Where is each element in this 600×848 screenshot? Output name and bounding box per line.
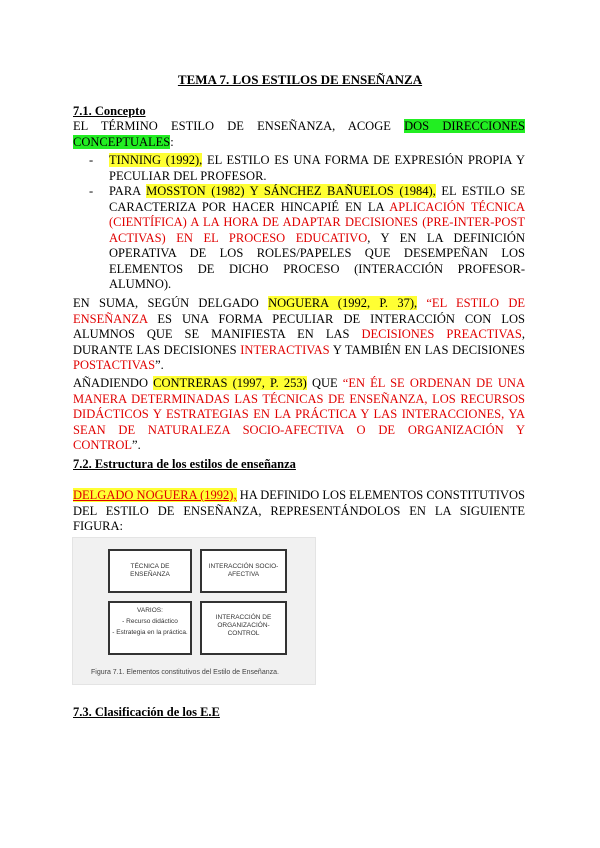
text: Y TAMBIÉN EN LAS DECISIONES [329, 342, 525, 357]
section-heading-estructura: 7.2. Estructura de los estilos de enseñanza [73, 457, 296, 471]
text: HA DEFINIDO LOS ELEMENTOS CONSTITUTIVOS DEL ESTILO DE ENSEÑANZA, REPRESENTÁNDOLOS EN LA SIGUIENTE FIGURA: [73, 488, 525, 533]
box-label: TÉCNICA DE ENSEÑANZA [130, 563, 170, 578]
red-text: APLICACIÓN TÉCNICA (CIENTÍFICA) A LA HORA DE ADAPTAR DECISIONES (PRE-INTER-POST ACTIVAS) EN EL PROCESO EDUCATIVO [109, 199, 525, 245]
text: AÑADIENDO [73, 376, 154, 390]
text: : [170, 134, 174, 149]
section-heading-clasificacion: 7.3. Clasificación de los E.E [73, 705, 220, 719]
red-text: DECISIONES PREACTIVAS [361, 327, 522, 341]
red-text: POSTACTIVAS [73, 358, 156, 372]
text: EL TÉRMINO ESTILO DE ENSEÑANZA, ACOGE [73, 119, 405, 133]
highlight-green: DOS DIRECCIONES CONCEPTUALES [73, 119, 525, 149]
text: EL ESTILO SE CARACTERIZA POR HACER HINCAPIÉ EN LA [109, 184, 525, 214]
box-item: - Recurso didáctico [122, 618, 178, 625]
list-item-mosston [109, 184, 525, 293]
highlight-yellow-red: DELGADO NOGUERA (1992), [73, 488, 237, 502]
box-label: INTERACCIÓN DE ORGANIZACIÓN-CONTROL [215, 614, 272, 637]
figure-box-interaccion-socio [200, 549, 287, 593]
highlight-yellow: CONTRERAS (1997, P. 253) [153, 376, 307, 390]
list-bullet: - [89, 153, 94, 167]
highlight-yellow: TINNING (1992), [109, 153, 203, 167]
text: QUE [306, 376, 343, 390]
text: EN SUMA, SEGÚN DELGADO [73, 296, 269, 310]
paragraph-delgado [73, 488, 525, 535]
list-item-tinning [109, 153, 525, 184]
box-item: - Estrategia en la práctica. [112, 629, 188, 636]
paragraph-intro [73, 119, 525, 150]
text: PARA [109, 184, 147, 198]
section-heading-concepto: 7.1. Concepto [73, 104, 146, 118]
paragraph-en-suma [73, 296, 525, 374]
text: ”. [155, 358, 164, 372]
figure-caption: Figura 7.1. Elementos constitutivos del Estilo de Enseñanza. [91, 669, 279, 676]
highlight-yellow: NOGUERA (1992, P. 37), [268, 296, 418, 310]
box-label: INTERACCIÓN SOCIO-AFECTIVA [208, 563, 279, 578]
box-title: VARIOS: [137, 607, 163, 614]
list-bullet: - [89, 184, 94, 198]
red-text: “EN ÉL SE ORDENAN DE UNA MANERA DETERMINADAS LAS TÉCNICAS DE ENSEÑANZA, LOS RECURSOS DIDÁCTICOS Y ESTRATEGIAS EN LA PRÁCTICA Y LAS INTERACCIONES, YA SEAN DE NATURALEZA SOCIO-AFECTIVA O DE ORGANIZACIÓN Y CONTROL [73, 376, 525, 452]
text: EL ESTILO ES UNA FORMA DE EXPRESIÓN PROPIA Y PECULIAR DEL PROFESOR. [109, 153, 525, 183]
red-text: INTERACTIVAS [240, 342, 330, 357]
red-text: “EL ESTILO DE ENSEÑANZA [73, 296, 526, 326]
text: , DURANTE LAS DECISIONES [73, 327, 525, 357]
figure-box-tecnica [108, 549, 192, 593]
page-title: TEMA 7. LOS ESTILOS DE ENSEÑANZA [177, 72, 423, 87]
paragraph-anadiendo [73, 376, 525, 454]
figure-box-organizacion [200, 601, 287, 655]
figure-elementos [72, 537, 316, 685]
text: , Y EN LA DEFINICIÓN OPERATIVA DE LOS ROLES/PAPELES QUE DESEMPEÑAN LOS ELEMENTOS DE DICHO PROCESO (INTERACCIÓN PROFESOR-ALUMNO). [109, 230, 525, 291]
text: ”. [132, 438, 141, 452]
highlight-yellow: MOSSTON (1982) Y SÁNCHEZ BAÑUELOS (1984), [146, 184, 436, 198]
figure-box-varios [108, 601, 192, 655]
text: ES UNA FORMA PECULIAR DE INTERACCIÓN CON LOS ALUMNOS QUE SE MANIFIESTA EN LAS [73, 311, 525, 341]
